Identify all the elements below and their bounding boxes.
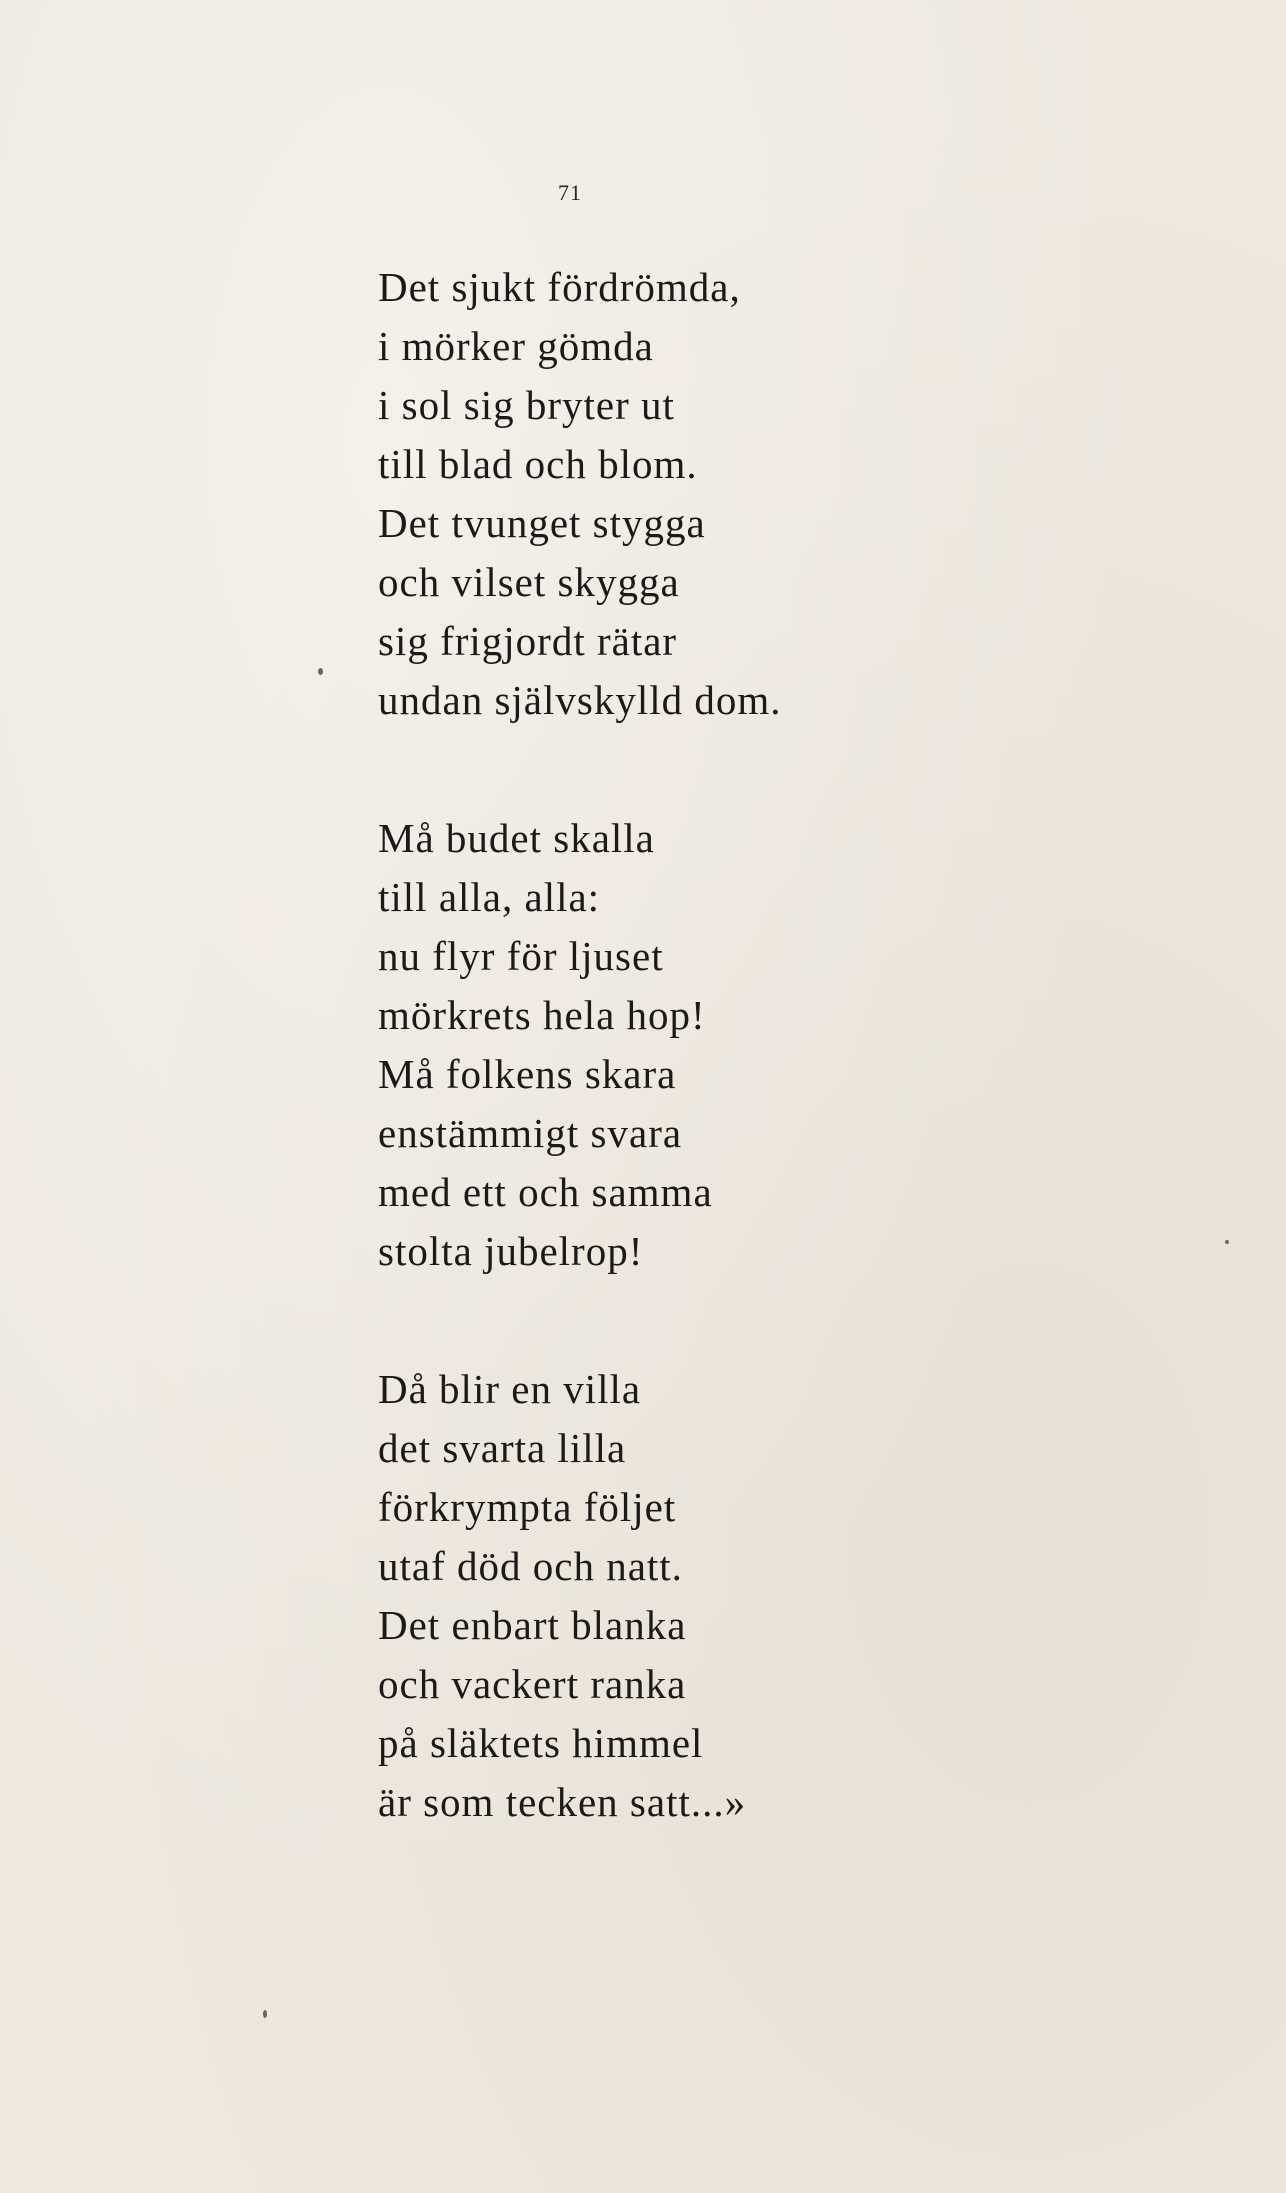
poem-line: Det tvunget stygga [378, 500, 706, 546]
poem-line: är som tecken satt...» [378, 1779, 747, 1825]
poem-line: utaf död och natt. [378, 1543, 683, 1589]
poem-line: i mörker gömda [378, 323, 654, 369]
poem-line: och vackert ranka [378, 1661, 687, 1707]
poem-line: Det enbart blanka [378, 1602, 687, 1648]
stanza-3 [378, 1360, 978, 1832]
poem-line: till blad och blom. [378, 441, 698, 487]
poem-line: på släktets himmel [378, 1720, 704, 1766]
ink-speck [1225, 1240, 1229, 1244]
poem [378, 258, 978, 1911]
poem-line: Må budet skalla [378, 815, 655, 861]
poem-line: enstämmigt svara [378, 1110, 683, 1156]
ink-speck [318, 668, 323, 675]
poem-line: förkrympta följet [378, 1484, 677, 1530]
poem-line: Det sjukt fördrömda, [378, 264, 741, 310]
poem-line: undan självskylld dom. [378, 677, 782, 723]
poem-line: med ett och samma [378, 1169, 713, 1215]
page-number: 71 [558, 180, 582, 205]
poem-line: stolta jubelrop! [378, 1228, 644, 1274]
ink-speck [263, 2010, 267, 2018]
stanza-2 [378, 809, 978, 1281]
poem-line: till alla, alla: [378, 874, 601, 920]
poem-line: i sol sig bryter ut [378, 382, 675, 428]
poem-line: Då blir en villa [378, 1366, 642, 1412]
poem-line: nu flyr för ljuset [378, 933, 664, 979]
stanza-1 [378, 258, 978, 730]
poem-line: mörkrets hela hop! [378, 992, 706, 1038]
poem-line: det svarta lilla [378, 1425, 627, 1471]
poem-line: och vilset skygga [378, 559, 680, 605]
poem-line: Må folkens skara [378, 1051, 677, 1097]
poem-line: sig frigjordt rätar [378, 618, 678, 664]
